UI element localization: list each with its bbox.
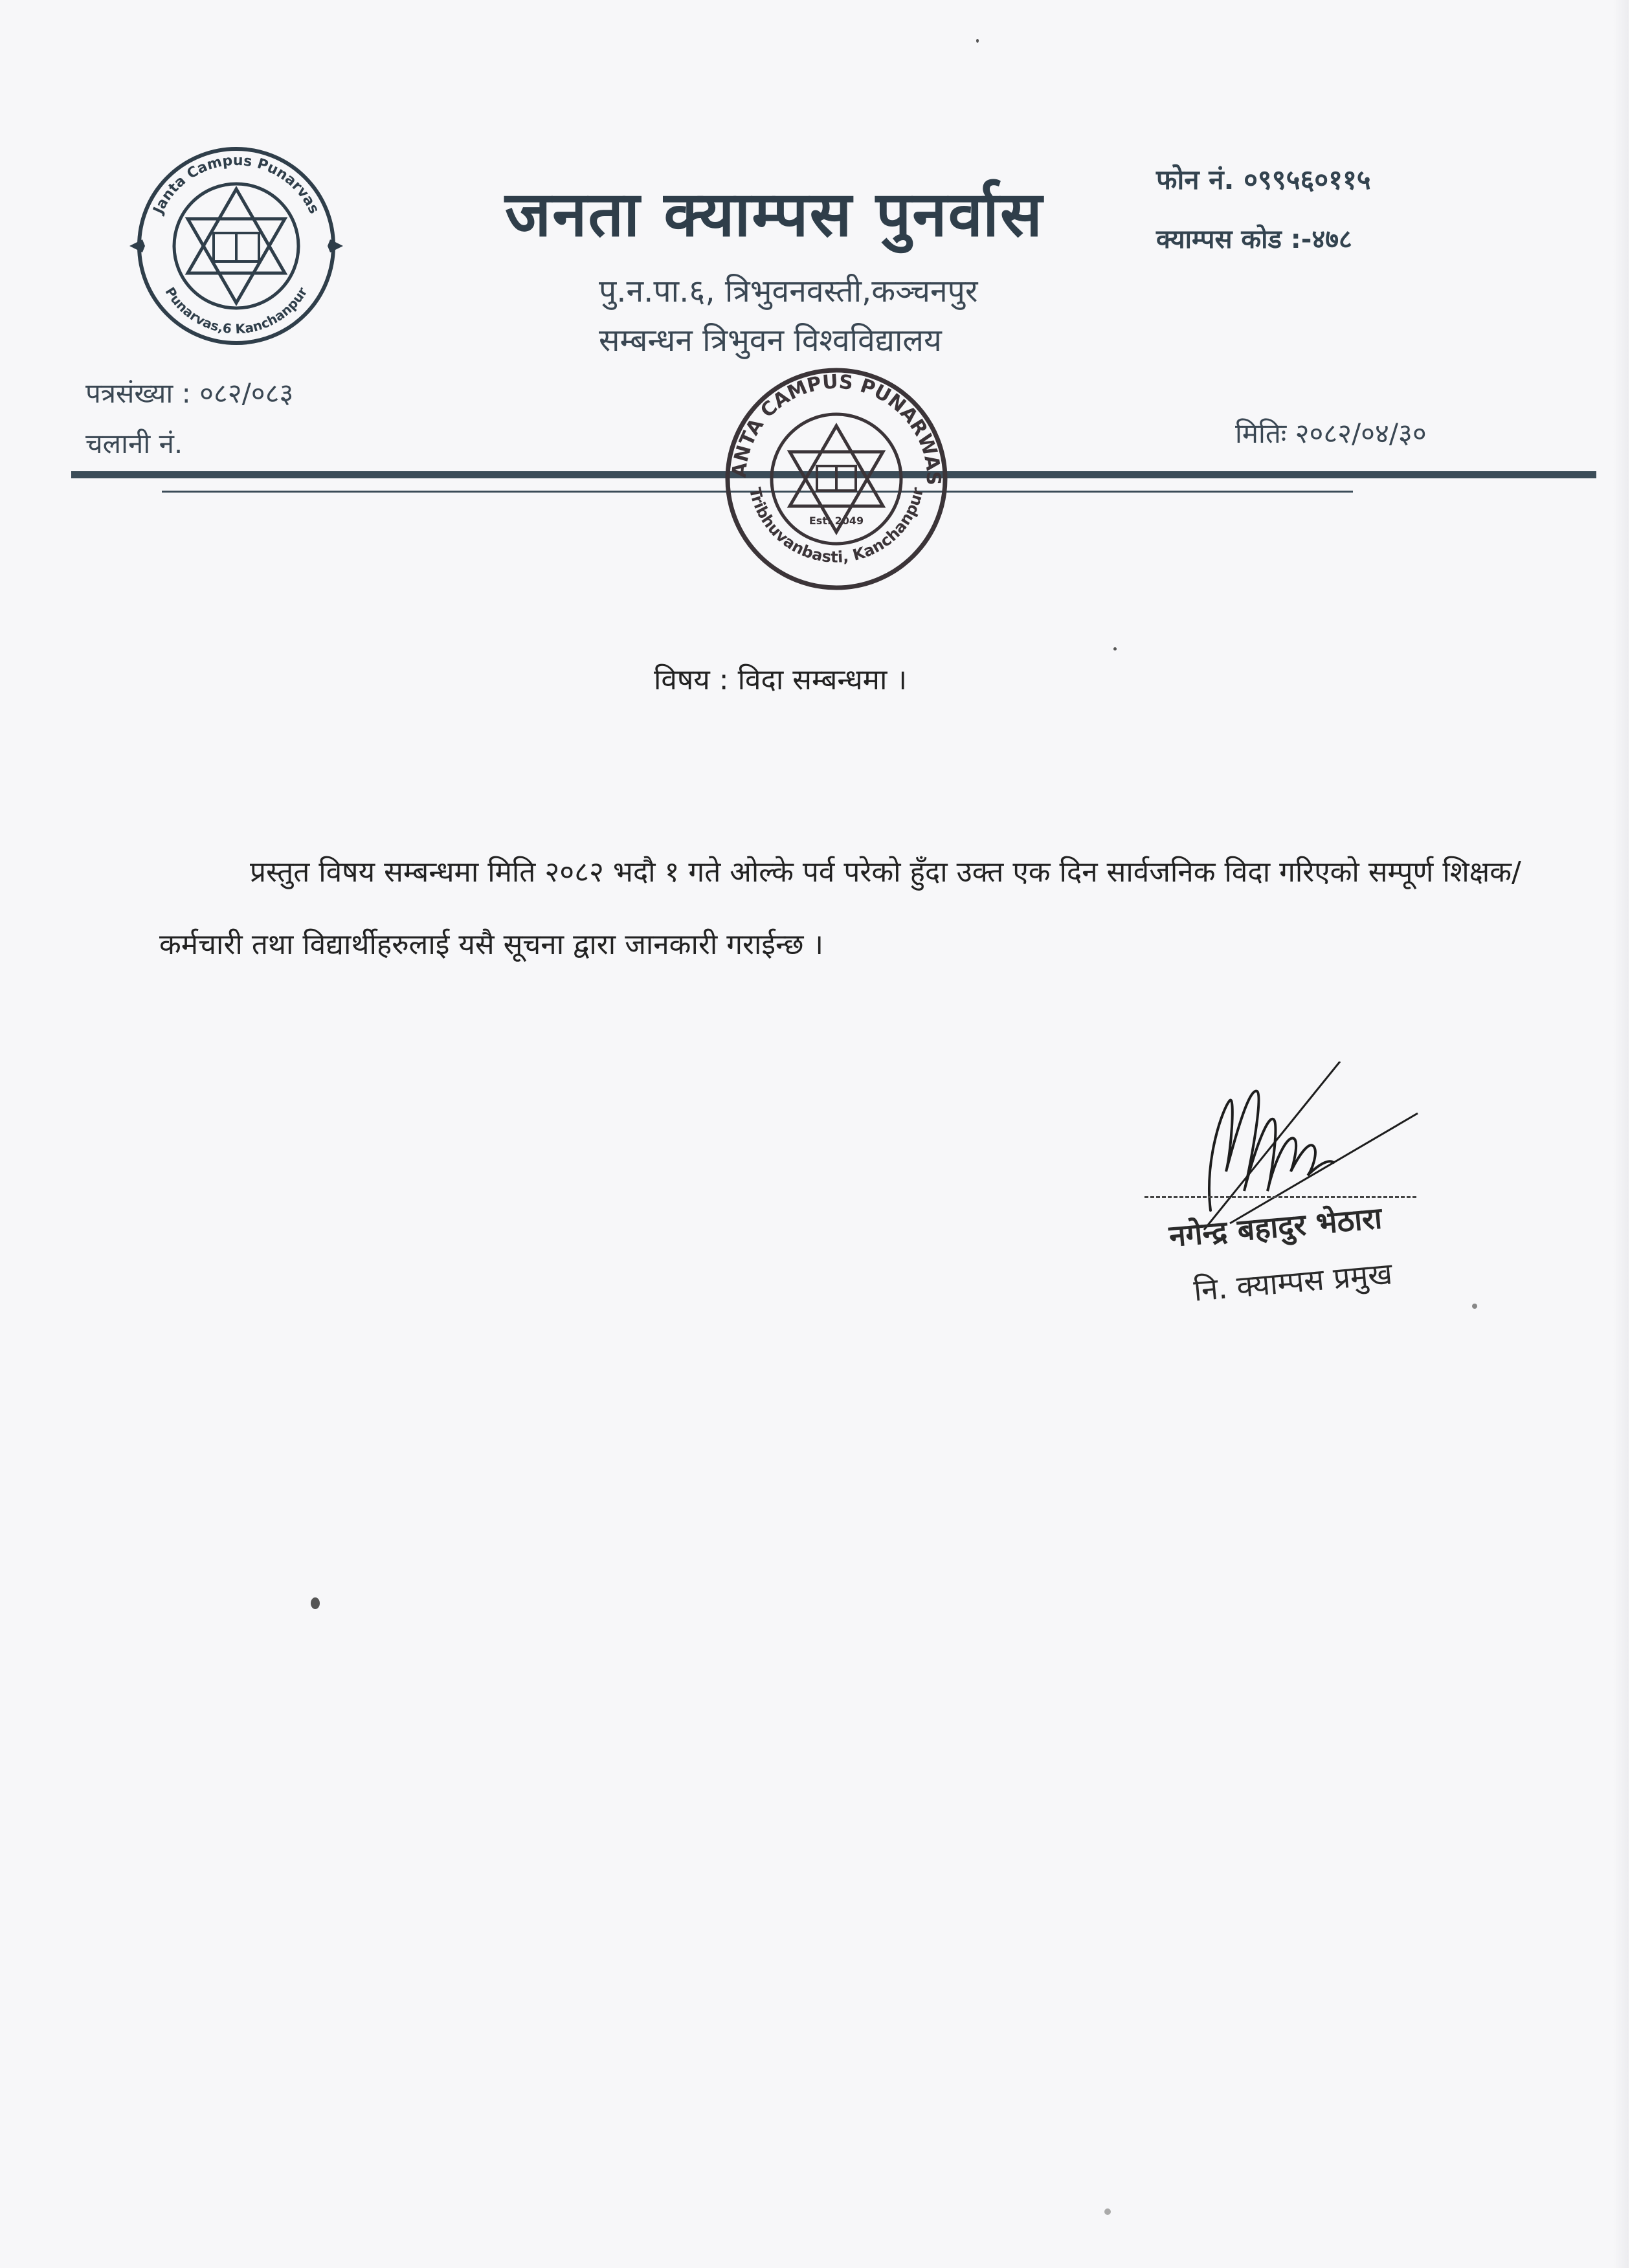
campus-logo [129,142,343,350]
scan-speck [1472,1304,1477,1309]
letter-subject: विषय : विदा सम्बन्धमा । [654,663,908,696]
campus-logo-icon [129,142,343,350]
svg-text:Punarvas,6 Kanchanpur: Punarvas,6 Kanchanpur [162,284,311,337]
paper-edge [1613,0,1652,2268]
campus-code: क्याम्पस कोड :-४७८ [1156,225,1352,254]
scan-speck [1104,2208,1111,2215]
stamp-top-text: ANTA CAMPUS PUNARWAS [728,370,945,485]
svg-text:Janta Campus Punarvas: Janta Campus Punarvas [150,152,322,217]
official-stamp [720,362,953,595]
letter-body: प्रस्तुत विषय सम्बन्धमा मिति २०८२ भदौ १ गते ओल्के पर्व परेको हुँदा उक्त एक दिन सार्वजनिक विदा गरिएको सम्पूर्ण शिक्षक/कर्मचारी तथा विद्यार्थीहरुलाई यसै सूचना द्वारा जानकारी गराईन्छ । [159,856,1521,961]
stamp-bottom-text: Tribhuvanbasti, Kanchanpur [745,485,928,566]
affiliation-line: सम्बन्धन त्रिभुवन विश्वविद्यालय [599,322,942,359]
scan-speck [976,39,979,43]
signatory-name: नगेन्द्र बहादुर भेठारा [1167,1200,1383,1254]
scan-speck [1113,647,1117,650]
stamp-center-text: Est. 2049 [809,515,864,527]
dispatch-number: चलानी नं. [85,428,183,460]
signatory-title: नि. क्याम्पस प्रमुख [1192,1256,1394,1308]
phone-number: फोन नं. ०९९५६०११५ [1156,164,1371,195]
address-line: पु.न.पा.६, त्रिभुवनवस्ती,कञ्चनपुर [599,273,978,309]
letter-date: मितिः २०८२/०४/३० [1235,417,1427,449]
institution-name: जनता क्याम्पस पुनर्वास [505,178,1044,250]
scan-speck [311,1597,320,1609]
round-stamp-icon [720,362,953,595]
reference-number: पत्रसंख्या : ०८२/०८३ [85,377,294,409]
